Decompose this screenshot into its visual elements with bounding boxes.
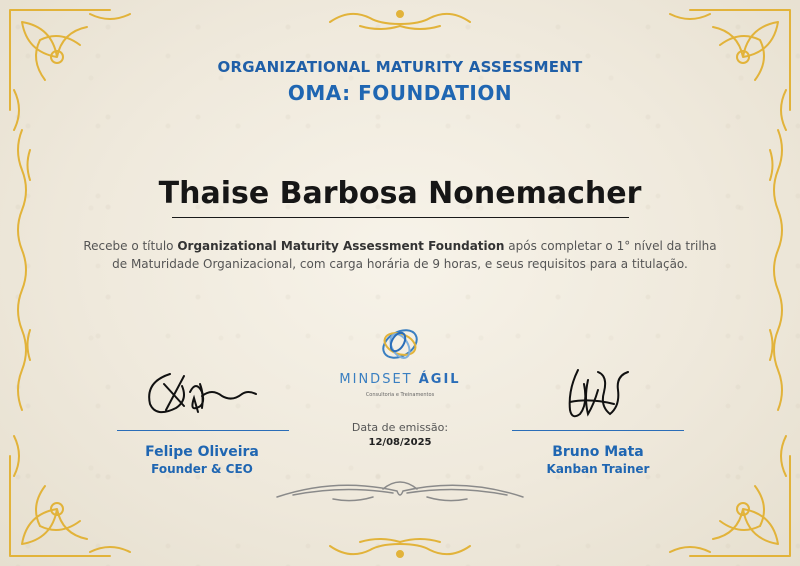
signature-line-right xyxy=(512,430,684,431)
description-prefix: Recebe o título xyxy=(83,239,178,253)
brand-name xyxy=(0,372,800,387)
signatory-role-right: Kanban Trainer xyxy=(546,462,650,476)
brand-tagline: Consultoria e Treinamentos xyxy=(365,392,435,398)
name-underline xyxy=(172,217,629,218)
certificate-description xyxy=(80,237,720,273)
signature-felipe xyxy=(140,362,260,424)
description-course: Organizational Maturity Assessment Foundation xyxy=(177,239,505,253)
decorative-flourish-icon xyxy=(273,475,527,507)
signatory-name-left: Felipe Oliveira xyxy=(145,444,259,460)
description-suffix: após completar o 1° nível da trilha de Maturidade Organizacional, com carga horária de 9 horas, e seus requisitos para a titulação. xyxy=(112,239,717,271)
signatory-name-right: Bruno Mata xyxy=(552,444,644,460)
signature-bruno xyxy=(560,362,640,426)
signature-line-left xyxy=(117,430,289,431)
issue-date-label: Data de emissão: xyxy=(351,421,449,434)
mindset-agil-logo-icon xyxy=(376,320,424,368)
brand-name-part2: ÁGIL xyxy=(418,372,461,387)
issue-date: 12/08/2025 xyxy=(368,437,432,448)
recipient-name: Thaise Barbosa Nonemacher xyxy=(158,176,642,211)
brand-name-part1: MINDSET xyxy=(339,372,419,387)
certificate-title: ORGANIZATIONAL MATURITY ASSESSMENT xyxy=(217,58,583,76)
signatory-role-left: Founder & CEO xyxy=(151,462,253,476)
certificate-subtitle: OMA: FOUNDATION xyxy=(287,81,513,105)
